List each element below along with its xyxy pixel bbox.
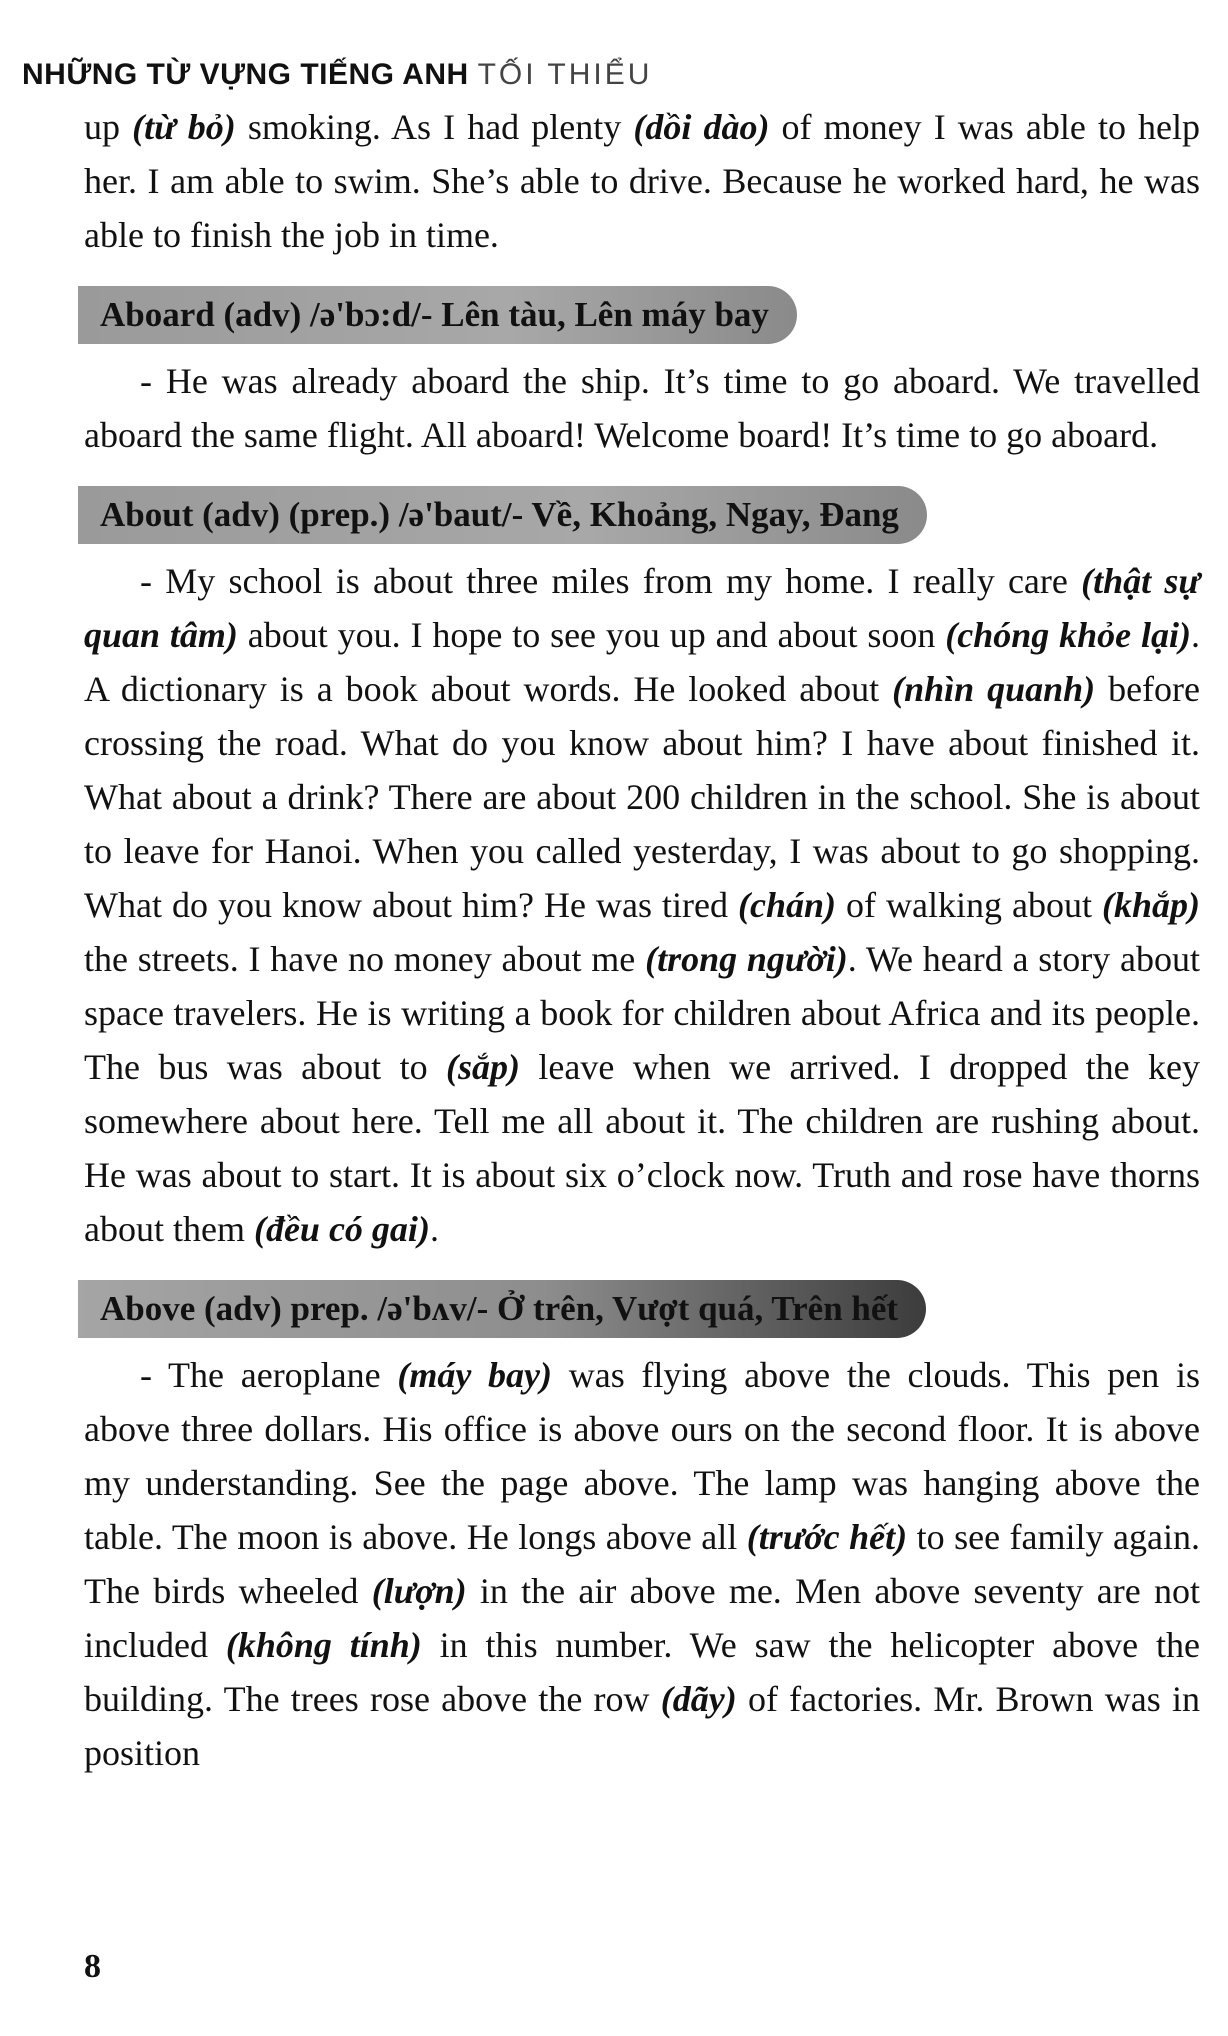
entry-header-aboard: Aboard (adv) /ə'bɔ:d/- Lên tàu, Lên máy bay [78,286,797,344]
vietnamese-gloss: (nhìn quanh) [892,669,1096,709]
text-run: - My school is about three miles from my home. I really care [140,561,1082,601]
text-run: to see family again. The birds wheeled [84,1517,1200,1611]
vietnamese-gloss: (không tính) [225,1625,422,1665]
vietnamese-gloss: (trong người) [645,939,848,979]
vietnamese-gloss: (trước hết) [746,1517,908,1557]
entry-text-about [84,554,1200,1256]
vietnamese-gloss: (khắp) [1102,885,1200,925]
text-run: in the air above me. Men above seventy are not included [84,1571,1200,1665]
text-run: about you. I hope to see you up and about soon [237,615,946,655]
vietnamese-gloss: (từ bỏ) [132,107,236,147]
vietnamese-gloss: (sắp) [446,1047,520,1087]
vietnamese-gloss: (chóng khỏe lại) [945,615,1191,655]
entry-text-aboard: - He was already aboard the ship. It’s time to go aboard. We travelled aboard the same flight. All aboard! Welcome board! It’s time to go aboard. [84,361,1200,455]
running-header [22,58,652,92]
text-run: smoking. As I had plenty [235,107,634,147]
text-run: was flying above the clouds. This pen is above three dollars. His office is above ours on the second floor. It is above my understanding. See the page above. The lamp was hanging above the table. The moon is above. He longs above all [84,1355,1200,1557]
text-run: of walking about [835,885,1102,925]
running-header-title: NHỮNG TỪ VỰNG TIẾNG ANH [22,58,469,91]
text-run: leave when we arrived. I dropped the key somewhere about here. Tell me all about it. The children are rushing about. He was about to start. It is about six o’clock now. Truth and rose have thorns about them [84,1047,1200,1249]
page-content [84,100,1200,1780]
entry-header-about: About (adv) (prep.) /ə'baut/- Về, Khoảng, Ngay, Đang [78,486,927,544]
vietnamese-gloss: (dồi dào) [633,107,770,147]
vietnamese-gloss: (chán) [737,885,836,925]
text-run: before crossing the road. What do you know about him? I have about finished it. What about a drink? There are about 200 children in the school. She is about to leave for Hanoi. When you called yesterday, I was about to go shopping. What do you know about him? He was tired [84,669,1200,925]
entry-header-above: Above (adv) prep. /ə'bʌv/- Ở trên, Vượt quá, Trên hết [78,1280,926,1338]
vietnamese-gloss: (thật sự quan tâm) [84,561,1200,655]
text-run: in this number. We saw the helicopter above the building. The trees rose above the row [84,1625,1200,1719]
vietnamese-gloss: (đều có gai) [253,1209,430,1249]
running-header-subtitle: TỐI THIỂU [477,58,653,91]
text-run: . A dictionary is a book about words. He looked about [84,615,1200,709]
text-run: . [429,1209,439,1249]
text-run: of money I was able to help her. I am able to swim. She’s able to drive. Because he worked hard, he was able to finish the job in time. [84,107,1201,255]
text-run: of factories. Mr. Brown was in position [84,1679,1200,1773]
page-number: 8 [84,1948,101,1985]
entry-text-above [84,1348,1200,1780]
text-run: the streets. I have no money about me [84,939,646,979]
text-run: - The aeroplane [140,1355,398,1395]
vietnamese-gloss: (máy bay) [397,1355,553,1395]
text-run: up [84,107,133,147]
intro-paragraph [84,100,1200,262]
vietnamese-gloss: (lượn) [371,1571,467,1611]
text-run: . We heard a story about space travelers. He is writing a book for children about Africa and its people. The bus was about to [84,939,1201,1087]
vietnamese-gloss: (dãy) [660,1679,737,1719]
